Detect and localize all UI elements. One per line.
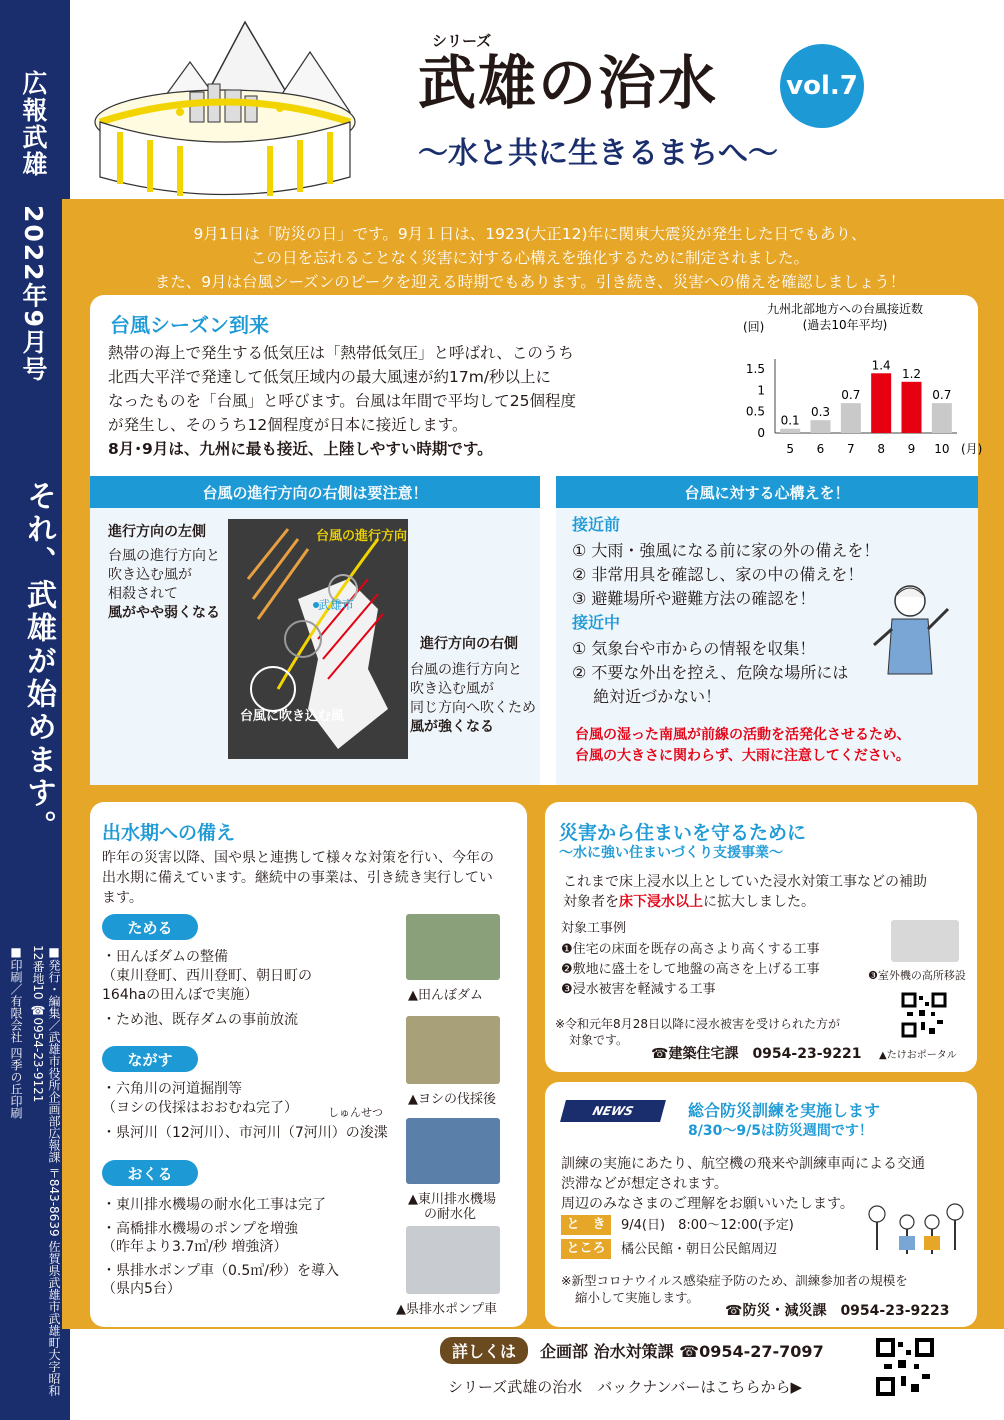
- flood-card: [90, 802, 527, 1327]
- chart-title: 九州北部地方への台風接近数: [766, 302, 924, 316]
- chart-x-tick: 9: [907, 442, 916, 456]
- chart-data-label: 0.3: [810, 405, 831, 420]
- pump-truck-photo: [406, 1226, 500, 1294]
- publication-name: 広報武雄 2022年9月号: [19, 70, 48, 383]
- when-label: と き: [561, 1215, 611, 1235]
- building-contact: ☎建築住宅課 0954-23-9221: [651, 1046, 862, 1062]
- volume-badge: vol.7: [780, 44, 864, 128]
- news-title: 総合防災訓練を実施します: [688, 1101, 881, 1120]
- city-label: 武雄市: [318, 598, 355, 612]
- house-body: これまで床上浸水以上としていた浸水対策工事などの補助 対象者を床下浸水以上に拡大しました。: [563, 874, 927, 910]
- prepare-banner: 台風に対する心構えを！: [556, 476, 978, 508]
- chart-x-tick: 8: [877, 442, 885, 456]
- chart-y-tick: 0.5: [745, 404, 765, 419]
- approach-list: ① 大雨・強風になる前に家の外の備えを！ ② 非常用具を確認し、家の中の備えを！ ③ 避難場所や避難方法の確認を！: [572, 541, 880, 608]
- pump-station-photo: [406, 1118, 500, 1184]
- news-subtitle: 8/30〜9/5は防災週間です！: [688, 1123, 873, 1139]
- near-title: 接近中: [572, 613, 621, 632]
- news-card: [545, 1082, 977, 1327]
- page-subtitle: 〜水と共に生きるまちへ〜: [418, 136, 778, 171]
- reed-cut-photo: [406, 1016, 500, 1084]
- chart-x-tick: 7: [847, 442, 855, 456]
- chart-bar: [932, 403, 952, 433]
- flood-intro: 昨年の災害以降、国や県と連携して様々な対策を行い、今年の 出水期に備えています。継続中の事業は、引き続き実行してい ます。: [102, 850, 494, 906]
- chart-bar: [780, 429, 800, 433]
- rain-warning: 台風の湿った南風が前線の活動を活発化させるため、 台風の大きさに関わらず、大雨に注意してください。: [575, 727, 911, 764]
- chart-bar: [841, 403, 861, 433]
- footer-contact: [440, 1336, 824, 1364]
- intro-text: 9月1日は「防災の日」です。9月１日は、1923(大正12)年に関東大震災が発生した日でもあり、 この日を忘れることなく災害に対する心構えを強化するために制定されました。 また、9月は台風シーズンのピークを迎える時期でもあります。引き続き、災害への備えを確認しましょう！: [154, 225, 906, 291]
- right-side-banner: 台風の進行方向の右側は要注意！: [90, 476, 540, 508]
- when-value: 9/4(日) 8:00〜12:00(予定): [621, 1218, 794, 1233]
- right-side-label: 進行方向の右側: [420, 636, 518, 652]
- pump-station-caption: ▲東川排水機場: [408, 1192, 496, 1207]
- chart-x-unit: (月): [961, 442, 983, 456]
- chart-x-tick: 10: [934, 442, 950, 456]
- backnumber-link[interactable]: シリーズ武雄の治水 バックナンバーはこちらから▶: [448, 1378, 802, 1396]
- hero-illustration: [80, 12, 370, 197]
- where-value: 橘公民館・朝日公民館周辺: [621, 1242, 778, 1257]
- chart-data-label: 1.4: [871, 358, 891, 373]
- chart-data-label: 0.7: [932, 388, 952, 403]
- house-title: 災害から住まいを守るために: [559, 822, 807, 844]
- typhoon-body: 熱帯の海上で発生する低気圧は「熱帯低気圧」と呼ばれ、このうち 北西大平洋で発達して低気圧域内の最大風速が約17m/秒以上に なったものを「台風」と呼びます。台風は年間で平均して25個程度 が発生し、そのうち12個程度が日本に接近します。 8月･9月は、九州に最も接近、上陸しやすい時期です。: [108, 344, 576, 458]
- chart-bar: [871, 373, 891, 433]
- outdoor-unit-caption: ❸室外機の高所移設: [868, 969, 966, 982]
- drill-people-illustration: [857, 1200, 967, 1266]
- news-body: 訓練の実施にあたり、航空機の飛来や訓練車両による交通 渋滞などが想定されます。 周辺のみなさまのご理解をお願いいたします。: [561, 1156, 925, 1212]
- sidebar: [0, 0, 70, 1420]
- near-list: ① 気象台や市からの情報を収集！ ② 不要な外出を控え、危険な場所には 絶対近づかない！: [572, 639, 849, 706]
- typhoon-title: 台風シーズン到来: [110, 313, 269, 337]
- direction-label: 台風の進行方向: [316, 529, 408, 544]
- chart-y-tick: 1: [757, 383, 765, 398]
- portal-caption: ▲たけおポータル: [879, 1050, 957, 1061]
- officer-illustration: [870, 579, 950, 679]
- news-note: ※新型コロナウイルス感染症予防のため、訓練参加者の規模を 縮小して実施します。: [561, 1273, 908, 1305]
- work-list-title: 対象工事例: [561, 921, 627, 936]
- chart-y-unit: (回): [743, 320, 765, 334]
- news-tag: NEWS: [560, 1100, 666, 1122]
- printer-credit: ■印刷／有限会社 四季の丘印刷: [9, 945, 23, 1119]
- chart-bar: [902, 382, 922, 433]
- slogan: それ、武雄が始めます。: [21, 480, 56, 843]
- house-subtitle: 〜水に強い住まいづくり支援事業〜: [559, 845, 783, 861]
- page-title: 武雄の治水: [418, 49, 719, 117]
- wind-label: 台風に吹き込む風: [240, 709, 345, 724]
- tameru-items: ・田んぼダムの整備 （東川登町、西川登町、朝日町の 164haの田んぼで実施） ・ため池、既存ダムの事前放流: [102, 949, 312, 1028]
- river-section-contact: 企画部 治水対策課 ☎0954-27-7097: [540, 1341, 824, 1361]
- reed-cut-caption: ▲ヨシの伐採後: [408, 1092, 496, 1107]
- takeo-portal-qr[interactable]: [901, 992, 947, 1038]
- tameru-label: ためる: [102, 914, 198, 940]
- nagasu-items: ・六角川の河道掘削等 （ヨシの伐採はおおむね完了） ・県河川（12河川）、市河川（7河川）の浚渫: [102, 1081, 388, 1141]
- outdoor-unit-photo: [891, 920, 959, 962]
- okuru-label: おくる: [102, 1160, 198, 1186]
- dredging-ruby: しゅんせつ: [328, 1106, 383, 1119]
- publisher-credit: ■発行・編集／武雄市役所企画部広報課 〒843-8639 佐賀県武雄市武雄町大字昭和12番地10 ☎0954-23-9121: [31, 945, 61, 1397]
- chart-bar: [811, 420, 831, 433]
- typhoon-card: [90, 295, 983, 785]
- chart-x-tick: 5: [786, 442, 794, 456]
- paddy-dam-caption: ▲田んぼダム: [408, 988, 483, 1003]
- flood-title: 出水期への備え: [102, 822, 236, 844]
- okuru-items: ・東川排水機場の耐水化工事は完了 ・高橋排水機場のポンプを増強 （昨年より3.7㎥/秒 増強済） ・県排水ポンプ車（0.5㎥/秒）を導入 （県内5台）: [102, 1197, 339, 1297]
- where-label: ところ: [561, 1239, 611, 1259]
- details-tag: 詳しくは: [440, 1337, 528, 1364]
- disaster-contact: ☎防災・減災課 0954-23-9223: [725, 1303, 950, 1319]
- nagasu-label: ながす: [102, 1046, 198, 1072]
- work-list: ❶住宅の床面を既存の高さより高くする工事 ❷敷地に盛土をして地盤の高さを上げる工事 ❸浸水被害を軽減する工事: [561, 942, 820, 997]
- chart-data-label: 0.1: [780, 413, 800, 428]
- backnumber-qr[interactable]: [876, 1338, 934, 1396]
- house-card: [545, 802, 977, 1072]
- chart-data-label: 0.7: [841, 388, 861, 403]
- series-label: シリーズ: [432, 32, 492, 50]
- paddy-dam-photo: [406, 914, 500, 980]
- right-side-text: 台風の進行方向と 吹き込む風が 同じ方向へ吹くため 風が強くなる: [410, 662, 536, 735]
- chart-y-tick: 1.5: [745, 362, 765, 376]
- chart-y-tick: 0: [757, 426, 765, 440]
- pump-truck-caption: ▲県排水ポンプ車: [396, 1302, 497, 1317]
- left-side-text: 台風の進行方向と 吹き込む風が 相殺されて 風がやや弱くなる: [108, 548, 220, 621]
- chart-data-label: 1.2: [901, 366, 922, 381]
- approach-title: 接近前: [572, 515, 621, 534]
- chart-subtitle: (過去10年平均): [802, 318, 888, 332]
- chart-x-tick: 6: [816, 442, 825, 456]
- pump-station-caption-2: の耐水化: [424, 1207, 477, 1222]
- house-note: ※令和元年8月28日以降に浸水被害を受けられた方が 対象です。: [555, 1017, 840, 1047]
- left-side-label: 進行方向の左側: [108, 524, 206, 540]
- typhoon-chart: [645, 301, 983, 471]
